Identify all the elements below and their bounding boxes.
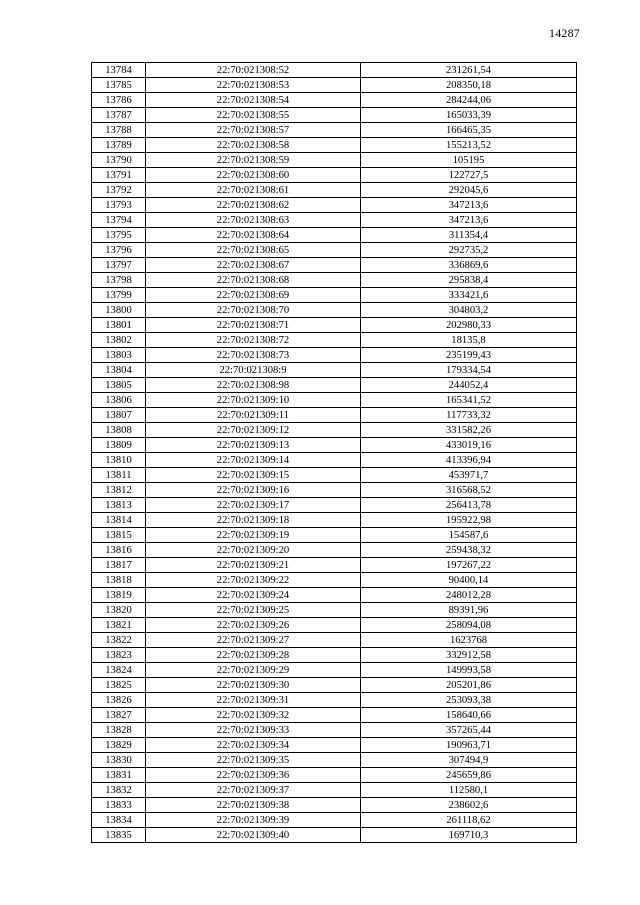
row-number-cell: 13795 (92, 228, 146, 243)
cadastral-number-cell: 22:70:021308:54 (146, 93, 361, 108)
row-number-cell: 13834 (92, 813, 146, 828)
value-cell: 253093,38 (361, 693, 577, 708)
table-row (92, 603, 577, 618)
row-number-cell: 13812 (92, 483, 146, 498)
cadastral-number-cell: 22:70:021308:98 (146, 378, 361, 393)
value-cell: 18135,8 (361, 333, 577, 348)
cadastral-number-cell: 22:70:021308:72 (146, 333, 361, 348)
table-row (92, 348, 577, 363)
cadastral-number-cell: 22:70:021309:31 (146, 693, 361, 708)
page-number: 14287 (549, 26, 580, 40)
row-number-cell: 13823 (92, 648, 146, 663)
cadastral-number-cell: 22:70:021308:52 (146, 63, 361, 78)
cadastral-number-cell: 22:70:021308:53 (146, 78, 361, 93)
cadastral-number-cell: 22:70:021308:67 (146, 258, 361, 273)
value-cell: 117733,32 (361, 408, 577, 423)
cadastral-number-cell: 22:70:021308:73 (146, 348, 361, 363)
cadastral-number-cell: 22:70:021308:59 (146, 153, 361, 168)
value-cell: 307494,9 (361, 753, 577, 768)
value-cell: 197267,22 (361, 558, 577, 573)
row-number-cell: 13807 (92, 408, 146, 423)
table-row (92, 813, 577, 828)
table-row (92, 363, 577, 378)
value-cell: 244052,4 (361, 378, 577, 393)
table-row (92, 213, 577, 228)
cadastral-number-cell: 22:70:021309:16 (146, 483, 361, 498)
row-number-cell: 13829 (92, 738, 146, 753)
row-number-cell: 13799 (92, 288, 146, 303)
value-cell: 154587,6 (361, 528, 577, 543)
row-number-cell: 13831 (92, 768, 146, 783)
value-cell: 195922,98 (361, 513, 577, 528)
table-body (92, 63, 577, 843)
row-number-cell: 13816 (92, 543, 146, 558)
cadastral-number-cell: 22:70:021308:58 (146, 138, 361, 153)
table-row (92, 183, 577, 198)
value-cell: 179334,54 (361, 363, 577, 378)
row-number-cell: 13786 (92, 93, 146, 108)
row-number-cell: 13793 (92, 198, 146, 213)
row-number-cell: 13805 (92, 378, 146, 393)
value-cell: 89391,96 (361, 603, 577, 618)
cadastral-number-cell: 22:70:021308:64 (146, 228, 361, 243)
table-row (92, 498, 577, 513)
table-row (92, 528, 577, 543)
value-cell: 158640,66 (361, 708, 577, 723)
value-cell: 331582,26 (361, 423, 577, 438)
table-row (92, 423, 577, 438)
value-cell: 256413,78 (361, 498, 577, 513)
table-row (92, 273, 577, 288)
table-row (92, 63, 577, 78)
cadastral-number-cell: 22:70:021308:71 (146, 318, 361, 333)
table-row (92, 288, 577, 303)
cadastral-number-cell: 22:70:021309:11 (146, 408, 361, 423)
table-row (92, 708, 577, 723)
cadastral-number-cell: 22:70:021309:40 (146, 828, 361, 843)
row-number-cell: 13818 (92, 573, 146, 588)
row-number-cell: 13784 (92, 63, 146, 78)
table-row (92, 168, 577, 183)
table-row (92, 243, 577, 258)
row-number-cell: 13789 (92, 138, 146, 153)
value-cell: 155213,52 (361, 138, 577, 153)
cadastral-number-cell: 22:70:021309:13 (146, 438, 361, 453)
row-number-cell: 13811 (92, 468, 146, 483)
table-row (92, 78, 577, 93)
cadastral-number-cell: 22:70:021309:28 (146, 648, 361, 663)
row-number-cell: 13801 (92, 318, 146, 333)
row-number-cell: 13826 (92, 693, 146, 708)
row-number-cell: 13788 (92, 123, 146, 138)
cadastral-number-cell: 22:70:021309:22 (146, 573, 361, 588)
cadastral-number-cell: 22:70:021308:70 (146, 303, 361, 318)
table-row (92, 783, 577, 798)
cadastral-number-cell: 22:70:021308:61 (146, 183, 361, 198)
value-cell: 292735,2 (361, 243, 577, 258)
row-number-cell: 13819 (92, 588, 146, 603)
row-number-cell: 13792 (92, 183, 146, 198)
row-number-cell: 13833 (92, 798, 146, 813)
value-cell: 311354,4 (361, 228, 577, 243)
row-number-cell: 13797 (92, 258, 146, 273)
table-row (92, 93, 577, 108)
value-cell: 304803,2 (361, 303, 577, 318)
value-cell: 248012,28 (361, 588, 577, 603)
cadastral-number-cell: 22:70:021309:12 (146, 423, 361, 438)
table-row (92, 558, 577, 573)
value-cell: 261118,62 (361, 813, 577, 828)
cadastral-number-cell: 22:70:021309:33 (146, 723, 361, 738)
cadastral-number-cell: 22:70:021309:26 (146, 618, 361, 633)
table-row (92, 378, 577, 393)
row-number-cell: 13803 (92, 348, 146, 363)
value-cell: 190963,71 (361, 738, 577, 753)
value-cell: 122727,5 (361, 168, 577, 183)
table-row (92, 453, 577, 468)
row-number-cell: 13794 (92, 213, 146, 228)
cadastral-number-cell: 22:70:021308:69 (146, 288, 361, 303)
cadastral-number-cell: 22:70:021309:14 (146, 453, 361, 468)
value-cell: 259438,32 (361, 543, 577, 558)
cadastral-number-cell: 22:70:021308:57 (146, 123, 361, 138)
table-row (92, 543, 577, 558)
row-number-cell: 13806 (92, 393, 146, 408)
value-cell: 202980,33 (361, 318, 577, 333)
row-number-cell: 13796 (92, 243, 146, 258)
table-row (92, 738, 577, 753)
row-number-cell: 13827 (92, 708, 146, 723)
row-number-cell: 13798 (92, 273, 146, 288)
value-cell: 166465,35 (361, 123, 577, 138)
table-row (92, 258, 577, 273)
row-number-cell: 13802 (92, 333, 146, 348)
cadastral-number-cell: 22:70:021309:19 (146, 528, 361, 543)
cadastral-number-cell: 22:70:021309:32 (146, 708, 361, 723)
cadastral-number-cell: 22:70:021308:63 (146, 213, 361, 228)
table-row (92, 663, 577, 678)
data-table (91, 62, 577, 843)
table-row (92, 333, 577, 348)
table-row (92, 123, 577, 138)
table-row (92, 408, 577, 423)
table-row (92, 693, 577, 708)
row-number-cell: 13825 (92, 678, 146, 693)
row-number-cell: 13790 (92, 153, 146, 168)
cadastral-number-cell: 22:70:021309:30 (146, 678, 361, 693)
table-row (92, 393, 577, 408)
value-cell: 316568,52 (361, 483, 577, 498)
row-number-cell: 13835 (92, 828, 146, 843)
value-cell: 284244,06 (361, 93, 577, 108)
cadastral-number-cell: 22:70:021309:34 (146, 738, 361, 753)
row-number-cell: 13828 (92, 723, 146, 738)
value-cell: 112580,1 (361, 783, 577, 798)
table-row (92, 108, 577, 123)
row-number-cell: 13800 (92, 303, 146, 318)
cadastral-number-cell: 22:70:021309:39 (146, 813, 361, 828)
row-number-cell: 13824 (92, 663, 146, 678)
row-number-cell: 13817 (92, 558, 146, 573)
table-row (92, 633, 577, 648)
value-cell: 208350,18 (361, 78, 577, 93)
cadastral-number-cell: 22:70:021309:10 (146, 393, 361, 408)
row-number-cell: 13832 (92, 783, 146, 798)
value-cell: 231261,54 (361, 63, 577, 78)
table-row (92, 573, 577, 588)
table-row (92, 723, 577, 738)
table-row (92, 648, 577, 663)
table-row (92, 798, 577, 813)
value-cell: 413396,94 (361, 453, 577, 468)
cadastral-number-cell: 22:70:021308:9 (146, 363, 361, 378)
row-number-cell: 13791 (92, 168, 146, 183)
cadastral-number-cell: 22:70:021309:35 (146, 753, 361, 768)
value-cell: 165341,52 (361, 393, 577, 408)
row-number-cell: 13810 (92, 453, 146, 468)
table-row (92, 228, 577, 243)
table-row (92, 318, 577, 333)
cadastral-number-cell: 22:70:021308:68 (146, 273, 361, 288)
value-cell: 1623768 (361, 633, 577, 648)
value-cell: 433019,16 (361, 438, 577, 453)
value-cell: 347213,6 (361, 213, 577, 228)
table-row (92, 828, 577, 843)
value-cell: 235199,43 (361, 348, 577, 363)
table-row (92, 303, 577, 318)
value-cell: 165033,39 (361, 108, 577, 123)
table-row (92, 753, 577, 768)
value-cell: 357265,44 (361, 723, 577, 738)
row-number-cell: 13821 (92, 618, 146, 633)
value-cell: 169710,3 (361, 828, 577, 843)
value-cell: 332912,58 (361, 648, 577, 663)
value-cell: 149993,58 (361, 663, 577, 678)
value-cell: 295838,4 (361, 273, 577, 288)
table-row (92, 618, 577, 633)
table-row (92, 153, 577, 168)
cadastral-number-cell: 22:70:021309:29 (146, 663, 361, 678)
cadastral-number-cell: 22:70:021309:38 (146, 798, 361, 813)
cadastral-number-cell: 22:70:021308:55 (146, 108, 361, 123)
table-row (92, 468, 577, 483)
row-number-cell: 13808 (92, 423, 146, 438)
row-number-cell: 13785 (92, 78, 146, 93)
row-number-cell: 13809 (92, 438, 146, 453)
value-cell: 238602,6 (361, 798, 577, 813)
value-cell: 105195 (361, 153, 577, 168)
value-cell: 90400,14 (361, 573, 577, 588)
row-number-cell: 13830 (92, 753, 146, 768)
value-cell: 245659,86 (361, 768, 577, 783)
table-row (92, 438, 577, 453)
row-number-cell: 13813 (92, 498, 146, 513)
cadastral-number-cell: 22:70:021309:15 (146, 468, 361, 483)
value-cell: 292045,6 (361, 183, 577, 198)
cadastral-number-cell: 22:70:021309:25 (146, 603, 361, 618)
cadastral-number-cell: 22:70:021308:60 (146, 168, 361, 183)
cadastral-number-cell: 22:70:021308:65 (146, 243, 361, 258)
row-number-cell: 13804 (92, 363, 146, 378)
cadastral-number-cell: 22:70:021309:21 (146, 558, 361, 573)
value-cell: 453971,7 (361, 468, 577, 483)
cadastral-number-cell: 22:70:021309:20 (146, 543, 361, 558)
cadastral-number-cell: 22:70:021309:37 (146, 783, 361, 798)
table-row (92, 513, 577, 528)
cadastral-number-cell: 22:70:021309:18 (146, 513, 361, 528)
table-row (92, 483, 577, 498)
cadastral-number-cell: 22:70:021309:27 (146, 633, 361, 648)
row-number-cell: 13822 (92, 633, 146, 648)
value-cell: 205201,86 (361, 678, 577, 693)
value-cell: 258094,08 (361, 618, 577, 633)
cadastral-number-cell: 22:70:021309:24 (146, 588, 361, 603)
table-row (92, 198, 577, 213)
cadastral-number-cell: 22:70:021309:36 (146, 768, 361, 783)
table-row (92, 678, 577, 693)
row-number-cell: 13820 (92, 603, 146, 618)
row-number-cell: 13787 (92, 108, 146, 123)
table-row (92, 138, 577, 153)
table-row (92, 588, 577, 603)
value-cell: 347213,6 (361, 198, 577, 213)
cadastral-number-cell: 22:70:021308:62 (146, 198, 361, 213)
row-number-cell: 13815 (92, 528, 146, 543)
row-number-cell: 13814 (92, 513, 146, 528)
cadastral-number-cell: 22:70:021309:17 (146, 498, 361, 513)
value-cell: 333421,6 (361, 288, 577, 303)
value-cell: 336869,6 (361, 258, 577, 273)
table-row (92, 768, 577, 783)
